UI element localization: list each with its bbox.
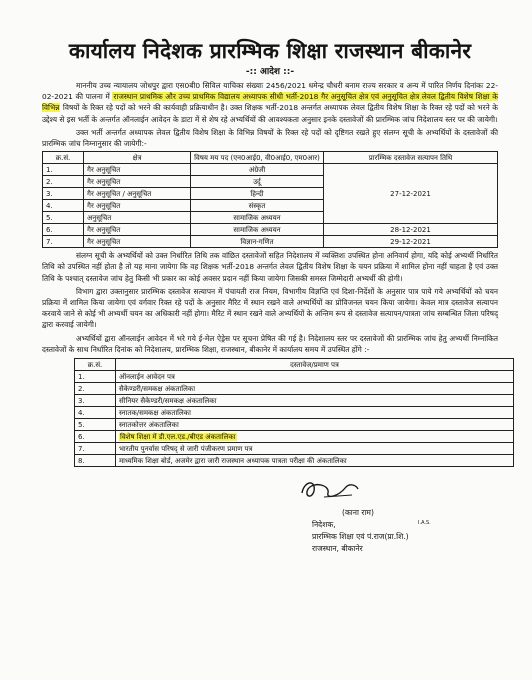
row-number: 6.: [43, 224, 84, 236]
row-document: [116, 431, 514, 443]
table-row: [75, 407, 514, 419]
row-subject: सामाजिक अध्ययन: [191, 212, 324, 224]
verification-date: 28-12-2021: [324, 224, 498, 236]
table-header-row: [43, 152, 498, 164]
table-row: [43, 224, 498, 236]
column-header: क्षेत्र: [84, 152, 191, 164]
row-document: माध्यमिक शिक्षा बोर्ड, अजमेर द्वारा जारी राजस्थान अध्यापक पात्रता परीक्षा की अंकतालिका: [116, 455, 514, 467]
office-title: कार्यालय निदेशक प्रारम्भिक शिक्षा राजस्थान बीकानेर: [68, 39, 472, 63]
row-number: 4.: [75, 407, 116, 419]
row-subject: हिन्दी: [191, 188, 324, 200]
row-area: अनुसूचित: [84, 212, 191, 224]
row-number: 5.: [43, 212, 84, 224]
table-header-row: [75, 359, 514, 371]
row-subject: उर्दू: [191, 176, 324, 188]
signature-block: [312, 507, 431, 555]
signatory-designation: निदेशक,: [312, 520, 336, 530]
row-area: गैर अनुसूचित: [84, 164, 191, 176]
signatory-name: (काना राम): [342, 508, 374, 518]
row-number: 6.: [75, 431, 116, 443]
intro-text-1: माननीय उच्च न्यायालय जोधपुर द्वारा एस0बी0 सिविल याचिका संख्याः 2456/2021 धमेन्द्र चौधरी बनाम राज्य सरकार व अन्य में पारित निर्णय दिनांकः 22-02-2021 की पालना में: [42, 81, 498, 102]
row-number: 1.: [43, 164, 84, 176]
signature-area: [42, 473, 498, 593]
row-number: 2.: [75, 383, 116, 395]
table-row: [75, 431, 514, 443]
row-document: स्नातक/समकक्ष अंकतालिका: [116, 407, 514, 419]
table-row: [43, 236, 498, 248]
column-header: विषय मय पद (एन0आई0, वी0आई0, एम0आर): [191, 152, 324, 164]
row-area: गैर अनुसूचित / अनुसूचित: [84, 188, 191, 200]
row-area: गैर अनुसूचित: [84, 200, 191, 212]
row-document: सैकेण्डरी/समकक्ष अंकतालिका: [116, 383, 514, 395]
row-number: 7.: [75, 443, 116, 455]
intro-paragraph: [42, 80, 498, 125]
row-document: स्नातकोत्तर अंकतालिका: [116, 419, 514, 431]
highlighted-text: राजस्थान प्राथमिक और उच्च प्राथमिक विद्यालय अध्यापक सीधी भर्ती-2018 गैर अनुसूचित क्षेत्र एवं अनुसूचित क्षेत्र लेवल द्वितीय विशेष शिक्षा के विभिन्न: [42, 92, 498, 113]
highlighted-document: विशेष शिक्षा में डी.एल.एड./बीएड अंकतालिका: [120, 432, 236, 441]
row-area: गैर अनुसूचित: [84, 176, 191, 188]
schedule-paragraph: उक्त भर्ती अन्तर्गत अध्यापक लेवल द्वितीय विशेष शिक्षा के विभिन्न विषयों के रिक्त रहे पदों को दृष्टिगत रखते हुए संलग्न सूची के अभ्यर्थियों के दस्तावेजों की प्रारम्भिक जांच निम्नानुसार की जायेगी:-: [42, 127, 498, 149]
attendance-paragraph: संलग्न सूची के अभ्यर्थियों को उक्त निर्धारित तिथि तक वांछित दस्तावेजों सहित निदेशालय में व्यक्तिशः उपस्थित होना अनिवार्य होगा, यदि कोई अभ्यर्थी निर्धारित तिथि को उपस्थित नहीं होता है तो यह माना जायेगा कि वह शिक्षक भर्ती-2018 अन्तर्गत लेवल द्वितीय विशेष शिक्षा के चयन प्रक्रिया में शामिल होना नहीं चाहता है एवं उक्त तिथि के पश्चात् दस्तावेज जांच हेतु किसी भी प्रकार का कोई अवसर प्रदान नहीं किया जायेगा जिसकी समस्त जिम्मेदारी अभ्यर्थी की होगी।: [42, 251, 498, 283]
documents-table: [74, 358, 514, 467]
row-document: भारतीय पुनर्वास परिषद् से जारी पंजीकरण प्रमाण पत्र: [116, 443, 514, 455]
column-header: प्रारम्भिक दस्तावेज सत्यापन तिथि: [324, 152, 498, 164]
row-document: ऑनलाईन आवेदन पत्र: [116, 371, 514, 383]
verification-date: 29-12-2021: [324, 236, 498, 248]
column-header: क्र.सं.: [75, 359, 116, 371]
table-row: [75, 383, 514, 395]
row-number: 5.: [75, 419, 116, 431]
intro-text-2: विषयों के रिक्त रहे पदों को भरने की कार्यवाही प्रक्रियाधीन है। उक्त शिक्षक भर्ती-2018 अन्तर्गत अध्यापक लेवल द्वितीय विशेष शिक्षा के रिक्त रहे पदों को भरने के उद्देश्य से इस भर्ती के अन्तर्गत ऑनलाईन आवेदन के डाटा में से शेष रहे अभ्यर्थियों की आवश्यकता अनुसार इनके दस्तावेजों की प्रारम्भिक जांच निदेशालय स्तर पर की जायेगी।: [42, 103, 498, 124]
column-header: क्र.सं.: [43, 152, 84, 164]
signatory-place: राजस्थान, बीकानेर: [312, 544, 363, 554]
verification-date: 27-12-2021: [324, 164, 498, 224]
selection-paragraph: विभाग द्वारा उक्तानुसार प्रारम्भिक दस्तावेज सत्यापन में पंचायती राज नियम, विभागीय विज्ञप्ति एवं दिशा-निर्देशों के अनुसार पात्र पाये गये अभ्यर्थियों को चयन प्रक्रिया में शामिल किया जायेगा एवं वर्गवार रिक्त रहे पदों के अनुसार मैरिट में स्थान रखने वाले अभ्यर्थियों का प्रोविजनल चयन किया जायेगा। केवल मात्र दस्तावेज सत्यापन करवाये जाने से कोई भी अभ्यर्थी चयन का अधिकारी नहीं होगा। मैरिट में स्थान रखने वाले अभ्यर्थियों के अन्तिम रूप से दस्तावेज सत्यापन/पात्रता जांच सम्बन्धित जिला परिषद् द्वारा करवाई जायेगी।: [42, 286, 498, 330]
schedule-table: [42, 151, 498, 248]
row-subject: सामाजिक अध्ययन: [191, 224, 324, 236]
row-document: सीनियर सैकेण्डरी/समकक्ष अंकतालिका: [116, 395, 514, 407]
column-header: दस्तावेज/प्रमाण पत्र: [116, 359, 514, 371]
row-number: 7.: [43, 236, 84, 248]
table-row: [75, 419, 514, 431]
row-number: 3.: [75, 395, 116, 407]
row-number: 1.: [75, 371, 116, 383]
table-row: [75, 443, 514, 455]
service-label: I.A.S.: [418, 520, 431, 527]
signature-mark: [294, 475, 364, 505]
documents-paragraph: अभ्यर्थियों द्वारा ऑनलाईन आवेदन में भरे गये ई-मेल ऐड्रेस पर सूचना प्रेषित की गई है। निदेशालय स्तर पर दस्तावेजों की प्रारम्भिक जांच हेतु अभ्यर्थी निम्नांकित दस्तावेजों के साथ निर्धारित दिनांक को निदेशालय, प्रारम्भिक शिक्षा, राजस्थान, बीकानेर में कार्यालय समय में उपस्थित होंगे :-: [42, 333, 498, 354]
table-row: [75, 455, 514, 467]
row-number: 4.: [43, 200, 84, 212]
row-subject: संस्कृत: [191, 200, 324, 212]
table-row: [75, 371, 514, 383]
order-heading: -:: आदेश ::-: [245, 67, 295, 77]
row-area: गैर अनुसूचित: [84, 236, 191, 248]
row-number: 3.: [43, 188, 84, 200]
table-row: [75, 395, 514, 407]
row-subject: विज्ञान-गणित: [191, 236, 324, 248]
table-row: [43, 164, 498, 176]
row-subject: अंग्रेजी: [191, 164, 324, 176]
signatory-office: प्रारम्भिक शिक्षा एवं पं.राज(प्रा.शि.): [312, 532, 409, 542]
row-area: गैर अनुसूचित: [84, 224, 191, 236]
row-number: 8.: [75, 455, 116, 467]
row-number: 2.: [43, 176, 84, 188]
